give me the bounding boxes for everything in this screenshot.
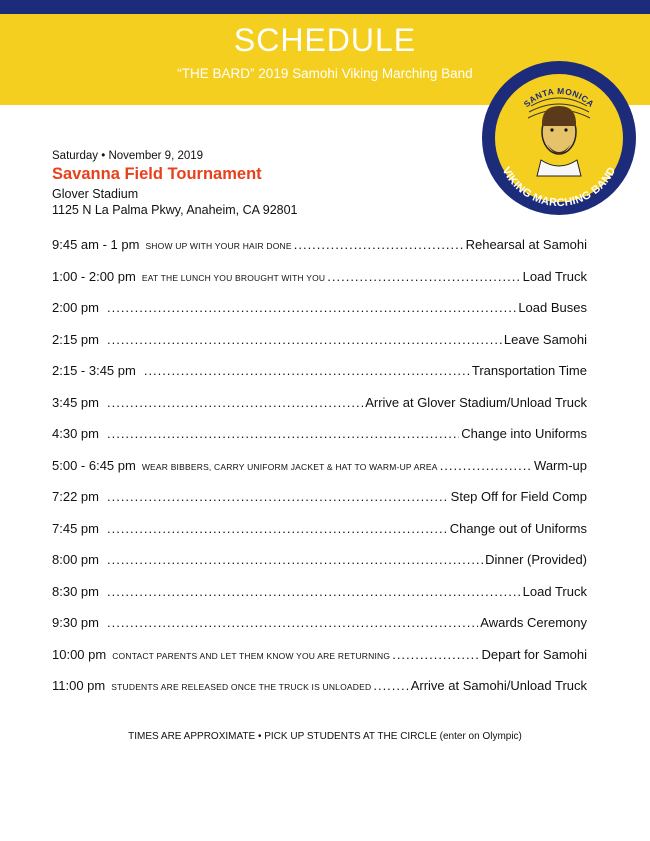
schedule-note: WEAR BIBBERS, CARRY UNIFORM JACKET & HAT TO WARM-UP AREA [141, 461, 438, 472]
schedule-row [52, 300, 587, 332]
dot-leader [107, 395, 363, 410]
schedule-row [52, 269, 587, 301]
dot-leader [107, 489, 449, 504]
schedule-time: 9:30 pm [52, 615, 99, 630]
band-logo [481, 60, 637, 216]
schedule-row [52, 458, 587, 490]
schedule-activity: Change out of Uniforms [449, 520, 587, 536]
top-accent-bar [0, 0, 650, 14]
event-address: 1125 N La Palma Pkwy, Anaheim, CA 92801 [52, 203, 298, 217]
schedule-time: 9:45 am - 1 pm [52, 237, 140, 252]
logo-bottom-text: VIKING MARCHING BAND [499, 165, 619, 210]
schedule-activity: Transportation Time [471, 363, 587, 378]
schedule-row [52, 678, 587, 710]
schedule-time: 8:00 pm [52, 552, 99, 567]
schedule-row [52, 395, 587, 427]
schedule-activity: Rehearsal at Samohi [465, 237, 587, 252]
schedule-row [52, 584, 587, 616]
schedule-list [52, 237, 587, 710]
dot-leader [107, 615, 478, 630]
schedule-activity: Step Off for Field Comp [450, 489, 587, 504]
schedule-activity: Load Truck [522, 583, 587, 599]
schedule-time: 2:15 pm [52, 331, 99, 347]
dot-leader [107, 552, 483, 567]
schedule-row [52, 521, 587, 553]
schedule-row [52, 489, 587, 521]
dot-leader [294, 237, 464, 252]
schedule-time: 10:00 pm [52, 646, 107, 662]
schedule-row [52, 647, 587, 679]
schedule-time: 7:22 pm [52, 489, 99, 504]
schedule-time: 2:15 - 3:45 pm [52, 363, 136, 378]
schedule-row [52, 332, 587, 364]
schedule-time: 11:00 pm [52, 678, 106, 693]
schedule-row [52, 237, 587, 269]
schedule-activity: Leave Samohi [503, 331, 587, 347]
dot-leader [144, 363, 470, 378]
schedule-time: 2:00 pm [52, 300, 99, 315]
schedule-note: SHOW UP WITH YOUR HAIR DONE [145, 241, 292, 251]
schedule-note: STUDENTS ARE RELEASED ONCE THE TRUCK IS UNLOADED [111, 682, 372, 692]
schedule-time: 1:00 - 2:00 pm [52, 268, 136, 284]
schedule-note: EAT THE LUNCH YOU BROUGHT WITH YOU [141, 272, 326, 283]
schedule-activity: Depart for Samohi [481, 646, 587, 662]
dot-leader [107, 426, 459, 441]
schedule-row [52, 552, 587, 584]
schedule-activity: Dinner (Provided) [485, 552, 587, 567]
schedule-activity: Arrive at Samohi/Unload Truck [410, 678, 587, 693]
dot-leader [107, 521, 448, 536]
footer-note: TIMES ARE APPROXIMATE • PICK UP STUDENTS AT THE CIRCLE (enter on Olympic) [128, 731, 522, 742]
schedule-activity: Load Buses [518, 300, 587, 315]
schedule-row [52, 363, 587, 395]
schedule-note: CONTACT PARENTS AND LET THEM KNOW YOU ARE RETURNING [112, 650, 391, 661]
dot-leader [440, 458, 532, 473]
schedule-time: 4:30 pm [52, 426, 99, 441]
schedule-activity: Warm-up [534, 457, 587, 473]
schedule-time: 7:45 pm [52, 520, 99, 536]
schedule-activity: Arrive at Glover Stadium/Unload Truck [365, 394, 587, 410]
event-info [52, 150, 298, 217]
event-venue: Glover Stadium [52, 187, 139, 201]
schedule-activity: Change into Uniforms [461, 426, 587, 441]
event-name: Savanna Field Tournament [52, 165, 262, 183]
schedule-row [52, 615, 587, 647]
schedule-activity: Load Truck [522, 268, 587, 284]
schedule-time: 3:45 pm [52, 394, 99, 410]
schedule-time: 5:00 - 6:45 pm [52, 457, 136, 473]
dot-leader [107, 584, 521, 599]
page-subtitle: “THE BARD” 2019 Samohi Viking Marching Band [177, 66, 473, 81]
dot-leader [373, 678, 408, 693]
page-title: SCHEDULE [233, 22, 417, 58]
schedule-time: 8:30 pm [52, 583, 99, 599]
logo-top-text: SANTA MONICA [521, 85, 597, 110]
dot-leader [392, 647, 479, 662]
dot-leader [107, 332, 502, 347]
schedule-row [52, 426, 587, 458]
event-date: Saturday • November 9, 2019 [52, 150, 204, 162]
dot-leader [107, 300, 516, 315]
schedule-activity: Awards Ceremony [480, 615, 587, 630]
dot-leader [327, 269, 520, 284]
